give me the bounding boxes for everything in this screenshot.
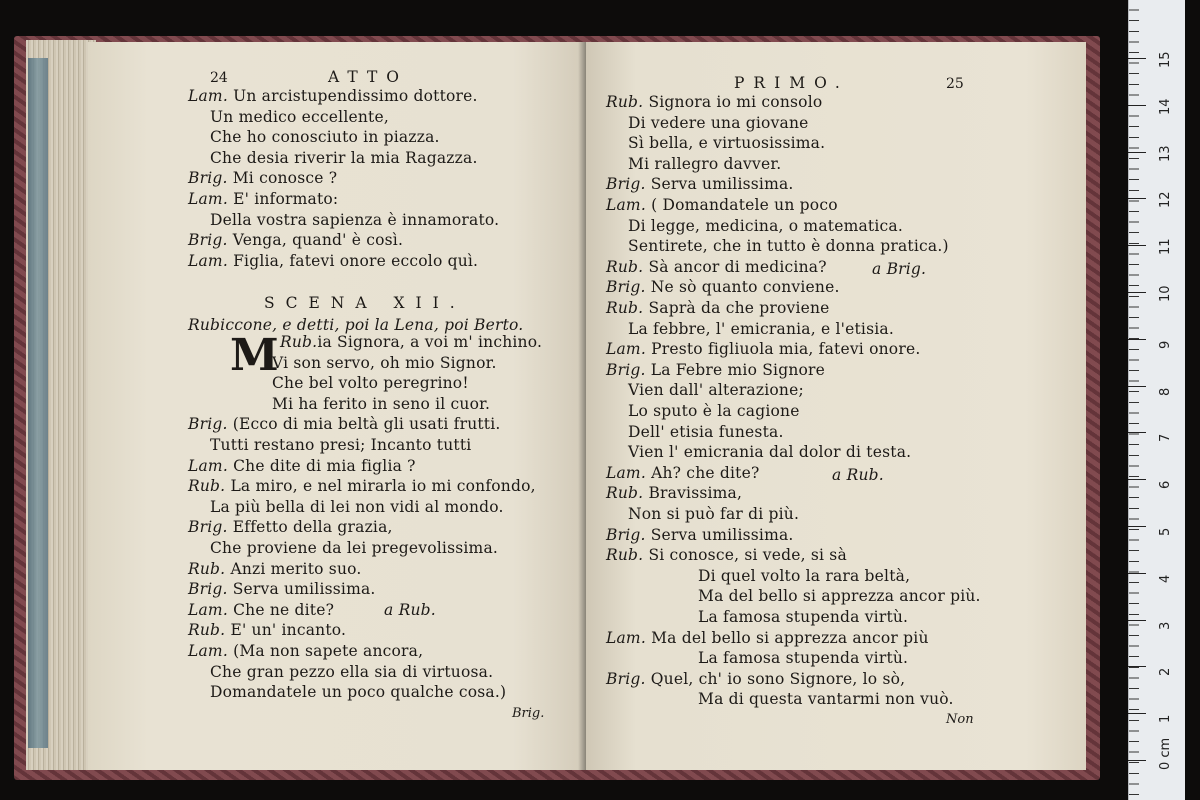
text-line	[606, 525, 794, 545]
speaker-name: Lam.	[188, 642, 228, 660]
ruler-major-tick	[1128, 152, 1146, 153]
line-text: Presto figliuola mia, fatevi onore.	[645, 340, 921, 359]
ruler-label: 12	[1158, 191, 1173, 209]
measurement-ruler	[1128, 0, 1185, 800]
speaker-name: Brig.	[188, 231, 228, 250]
line-text: Vien l' emicrania dal dolor di testa.	[628, 443, 912, 462]
ruler-label: 13	[1158, 145, 1173, 162]
text-line	[272, 353, 497, 373]
text-line	[210, 497, 504, 517]
ruler-major-tick	[1128, 432, 1146, 433]
speaker-name: Lam.	[188, 251, 228, 270]
ruler-major-tick	[1128, 666, 1146, 667]
ruler-major-tick	[1128, 292, 1146, 293]
text-line	[628, 319, 894, 339]
text-line	[628, 401, 800, 421]
ruler-label: 10	[1158, 285, 1173, 302]
line-text: E' informato:	[227, 190, 339, 208]
speaker-name: Rub.	[188, 621, 226, 640]
text-line	[280, 332, 542, 352]
line-text: Ma del bello si apprezza ancor più	[645, 628, 929, 647]
text-line	[606, 298, 830, 318]
text-line	[698, 648, 908, 668]
line-text: Che bel volto peregrino!	[272, 374, 469, 393]
text-line	[628, 133, 825, 153]
text-line	[606, 174, 794, 194]
speaker-name: Rub.	[606, 257, 644, 276]
line-text: La famosa stupenda virtù.	[698, 608, 909, 626]
ruler-label: 4	[1158, 574, 1173, 583]
line-text: Serva umilissima.	[227, 580, 376, 599]
line-text: (Ma non sapete ancora,	[227, 642, 424, 660]
text-line	[188, 251, 478, 271]
speaker-name: Lam.	[606, 463, 646, 482]
text-line	[188, 414, 501, 434]
text-line	[628, 504, 799, 524]
line-text: La febbre, l' emicrania, e l'etisia.	[628, 319, 894, 338]
line-text: Che desia riverir la mia Ragazza.	[210, 148, 478, 167]
scene-title: SCENA XII.	[264, 294, 466, 312]
ruler-label: 7	[1158, 434, 1173, 443]
text-line	[188, 476, 536, 496]
text-line	[210, 148, 478, 168]
speaker-name: Brig.	[606, 669, 646, 688]
line-text: Ne sò quanto conviene.	[645, 278, 840, 297]
line-text: La Febre mio Signore	[645, 360, 826, 379]
ruler-major-tick	[1128, 760, 1146, 761]
line-text: Che ho conosciuto in piazza.	[210, 128, 440, 147]
text-line	[698, 689, 954, 709]
running-header-left: ATTO	[328, 68, 409, 86]
text-line	[606, 545, 847, 565]
line-text: E' un' incanto.	[225, 621, 347, 640]
text-line	[188, 579, 376, 599]
line-text: Della vostra sapienza è innamorato.	[210, 210, 500, 229]
drop-cap: M	[230, 330, 279, 381]
ruler-label: 3	[1158, 621, 1173, 630]
speaker-name: Rub.	[606, 299, 644, 317]
speaker-name: Brig.	[188, 580, 228, 599]
text-line	[188, 230, 403, 250]
speaker-name: Lam.	[606, 196, 646, 214]
speaker-name: Rub.	[188, 477, 226, 496]
ruler-label: 2	[1158, 668, 1173, 677]
line-text: La più bella di lei non vidi al mondo.	[210, 497, 504, 516]
ruler-label: 9	[1158, 340, 1173, 349]
speaker-name: Lam.	[188, 190, 228, 208]
text-line	[188, 456, 416, 476]
line-text: Un arcistupendissimo dottore.	[227, 87, 478, 105]
speaker-name: Lam.	[188, 456, 228, 475]
text-line	[698, 566, 910, 586]
line-text: Figlia, fatevi onore eccolo quì.	[227, 251, 479, 270]
ruler-major-tick	[1128, 245, 1146, 246]
ruler-major-tick	[1128, 58, 1146, 59]
text-line	[628, 216, 903, 236]
text-line	[188, 559, 362, 579]
text-line	[628, 113, 809, 133]
line-text: Che dite di mia figlia ?	[227, 456, 416, 475]
speaker-name: Rub.	[606, 484, 644, 503]
catchword-left: Brig.	[512, 706, 545, 721]
line-text: Di quel volto la rara beltà,	[698, 566, 911, 585]
speaker-name: Brig.	[606, 525, 646, 544]
line-text: Vien dall' alterazione;	[628, 381, 804, 400]
line-text: Ma del bello si apprezza ancor più.	[698, 587, 981, 606]
line-text: (Ecco di mia beltà gli usati frutti.	[227, 415, 501, 434]
text-line	[210, 107, 389, 127]
line-text: Quel, ch' io sono Signore, lo sò,	[645, 669, 906, 688]
line-text: Di legge, medicina, o matematica.	[628, 216, 903, 235]
line-text: Anzi merito suo.	[225, 559, 362, 578]
ruler-label: 1	[1158, 714, 1173, 724]
line-text: Sentirete, che in tutto è donna pratica.)	[628, 237, 949, 256]
text-line	[628, 380, 804, 400]
line-text: Effetto della grazia,	[227, 518, 393, 537]
text-line	[210, 662, 493, 682]
right-page	[586, 42, 1086, 770]
line-text: Vi son servo, oh mio Signor.	[272, 353, 497, 372]
line-text: Bravissima,	[643, 484, 743, 503]
line-text: Mi ha ferito in seno il cuor.	[272, 394, 491, 413]
line-text: ia Signora, a voi m' inchino.	[317, 333, 543, 351]
text-line	[606, 92, 822, 112]
text-line	[210, 682, 506, 702]
text-line	[188, 517, 393, 537]
text-line	[606, 277, 840, 297]
line-text: Mi conosce ?	[227, 169, 338, 188]
aside-right-1: a Brig.	[872, 260, 927, 278]
ruler-major-tick	[1128, 620, 1146, 621]
catchword-right: Non	[946, 712, 974, 727]
speaker-name: Lam.	[188, 600, 228, 619]
left-page	[88, 42, 588, 770]
line-text: Sì bella, e virtuosissima.	[628, 134, 826, 153]
text-line	[272, 394, 490, 414]
line-text: Saprà da che proviene	[643, 299, 830, 317]
speaker-name: Brig.	[188, 169, 228, 188]
line-text: Ma di questa vantarmi non vuò.	[698, 690, 954, 709]
line-text: Non si può far di più.	[628, 505, 800, 523]
text-line	[606, 483, 742, 503]
text-line	[628, 236, 949, 256]
scene-cast: Rubiccone, e detti, poi la Lena, poi Berto.	[188, 316, 524, 334]
text-line	[210, 538, 498, 558]
ruler-label: 11	[1158, 238, 1173, 256]
line-text: Serva umilissima.	[645, 525, 794, 544]
line-text: Domandatele un poco qualche cosa.)	[210, 683, 507, 702]
speaker-name: Brig.	[606, 175, 646, 194]
line-text: Serva umilissima.	[645, 175, 794, 194]
text-line	[272, 373, 469, 393]
text-line	[606, 628, 929, 648]
text-line	[188, 641, 423, 661]
text-line	[606, 360, 825, 380]
ruler-label: 14	[1158, 98, 1173, 115]
speaker-name: Rub.	[280, 333, 318, 351]
text-line	[188, 168, 337, 188]
text-line	[606, 463, 759, 483]
text-line	[628, 442, 911, 462]
ruler-major-tick	[1128, 479, 1146, 480]
line-text: Che proviene da lei pregevolissima.	[210, 539, 499, 557]
speaker-name: Brig.	[188, 415, 228, 434]
ruler-major-tick	[1128, 105, 1146, 106]
line-text: La famosa stupenda virtù.	[698, 649, 909, 668]
text-line	[628, 154, 781, 174]
ruler-label: 15	[1158, 51, 1173, 68]
line-text: Sà ancor di medicina?	[643, 257, 827, 276]
speaker-name: Brig.	[606, 360, 646, 379]
text-line	[606, 339, 920, 359]
line-text: Ah? che dite?	[645, 463, 760, 482]
speaker-name: Lam.	[606, 628, 646, 647]
line-text: Un medico eccellente,	[210, 107, 389, 126]
text-line	[188, 620, 346, 640]
ruler-major-tick	[1128, 386, 1146, 387]
text-line	[210, 210, 499, 230]
text-line	[698, 586, 981, 606]
text-line	[606, 257, 827, 277]
line-text: Venga, quand' è così.	[227, 231, 404, 250]
text-line	[628, 422, 784, 442]
line-text: Che ne dite?	[227, 600, 335, 619]
line-text: Dell' etisia funesta.	[628, 422, 784, 441]
line-text: Tutti restano presi; Incanto tutti	[210, 436, 472, 454]
ruler-major-tick	[1128, 339, 1146, 340]
line-text: Che gran pezzo ella sia di virtuosa.	[210, 662, 494, 681]
line-text: Lo sputo è la cagione	[628, 402, 800, 420]
text-line	[210, 435, 471, 455]
running-header-right: PRIMO.	[734, 74, 849, 92]
ruler-label: 5	[1158, 527, 1173, 536]
text-line	[188, 86, 478, 106]
line-text: Di vedere una giovane	[628, 113, 809, 132]
line-text: Si conosce, si vede, si sà	[643, 546, 847, 565]
line-text: Mi rallegro davver.	[628, 154, 782, 173]
line-text: La miro, e nel mirarla io mi confondo,	[225, 477, 536, 496]
aside-right-2: a Rub.	[832, 466, 884, 484]
text-line	[698, 607, 908, 627]
text-line	[606, 195, 838, 215]
speaker-name: Lam.	[188, 87, 228, 105]
line-text: Signora io mi consolo	[643, 93, 823, 111]
ruler-major-tick	[1128, 526, 1146, 527]
text-line	[188, 600, 334, 620]
aside-left: a Rub.	[384, 601, 436, 619]
ruler-major-tick	[1128, 198, 1146, 199]
speaker-name: Rub.	[188, 559, 226, 578]
speaker-name: Rub.	[606, 546, 644, 565]
page-number-left: 24	[210, 70, 228, 86]
text-line	[188, 189, 338, 209]
ruler-label: 0 cm	[1158, 737, 1173, 770]
ruler-major-tick	[1128, 713, 1146, 714]
ruler-label: 8	[1158, 387, 1173, 396]
speaker-name: Rub.	[606, 93, 644, 111]
ruler-label: 6	[1158, 480, 1173, 490]
speaker-name: Brig.	[188, 518, 228, 537]
text-line	[210, 127, 440, 147]
ruler-major-tick	[1128, 573, 1146, 574]
text-line	[606, 669, 905, 689]
line-text: ( Domandatele un poco	[645, 196, 838, 214]
spine-strip	[28, 58, 48, 748]
speaker-name: Brig.	[606, 278, 646, 297]
speaker-name: Lam.	[606, 340, 646, 359]
page-number-right: 25	[946, 76, 964, 92]
